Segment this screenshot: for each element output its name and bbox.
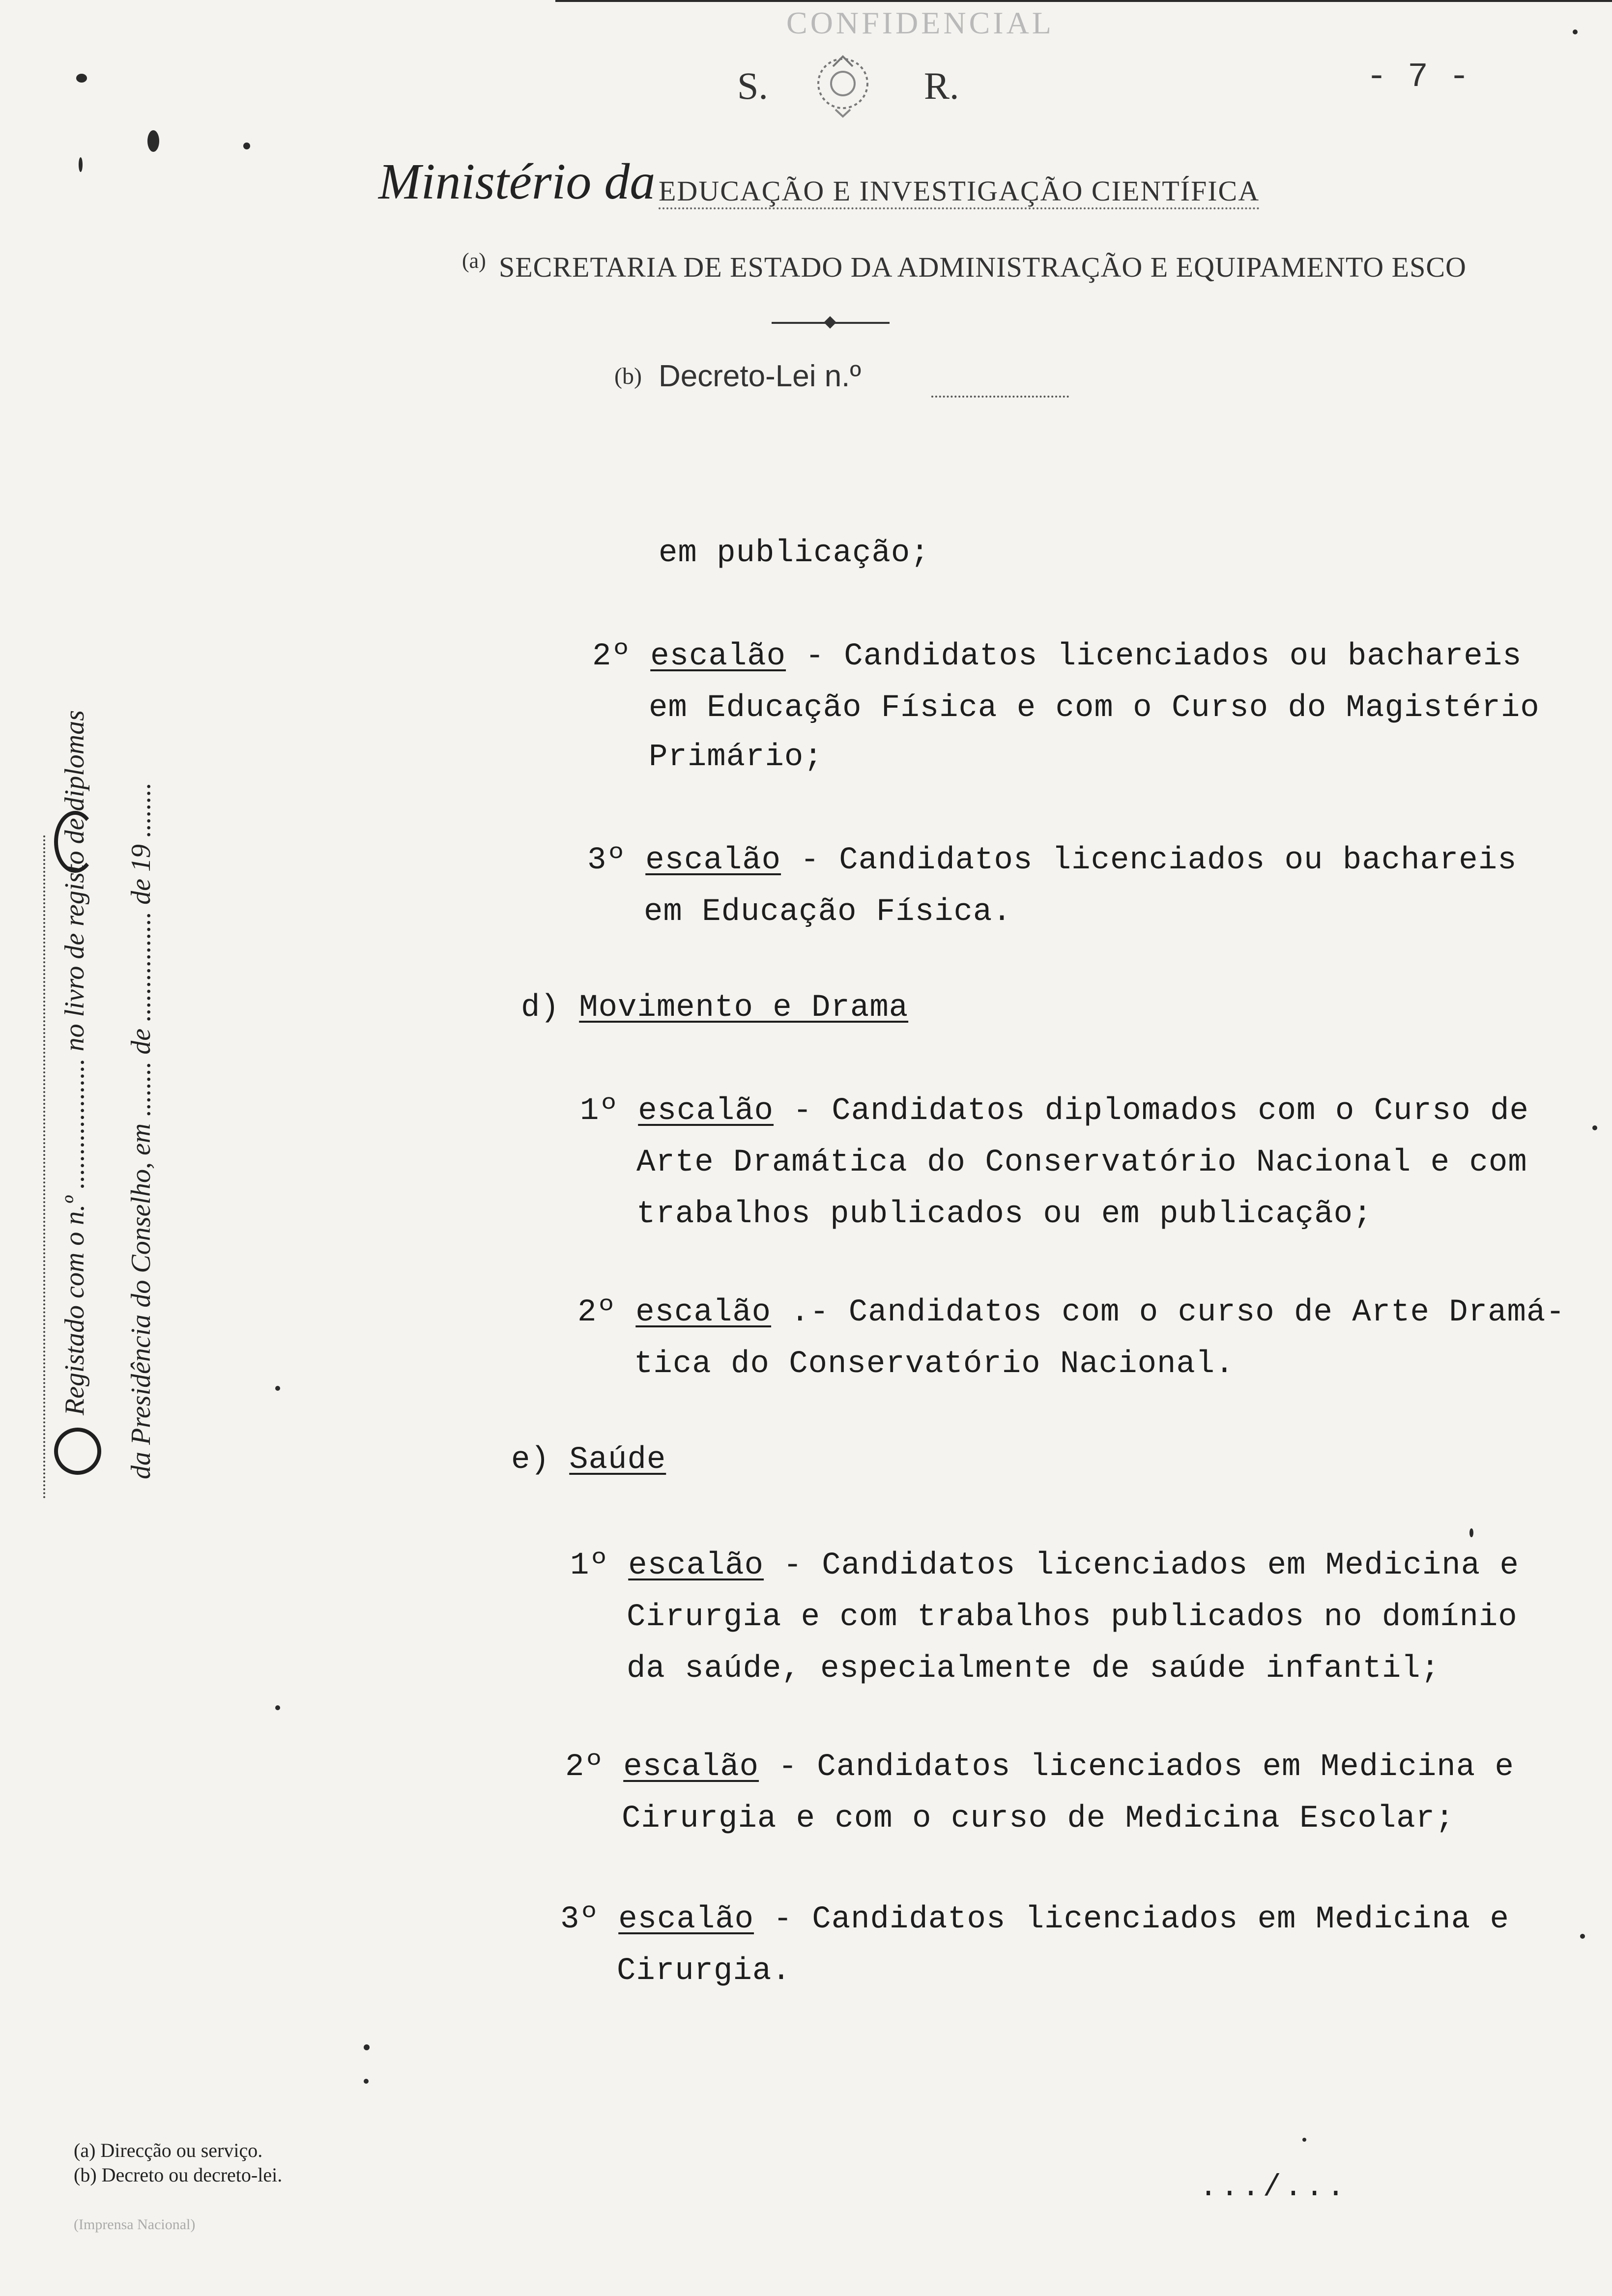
scan-speck: [275, 1386, 280, 1391]
paragraph-line: Primário;: [649, 740, 823, 775]
tier-label: escalão: [618, 1902, 754, 1937]
secretaria-title: SECRETARIA DE ESTADO DA ADMINISTRAÇÃO E EQUIPAMENTO ESCO: [499, 251, 1467, 283]
divider-ornament: [824, 316, 836, 328]
tier-text: - Candidatos diplomados com o Curso de: [774, 1093, 1529, 1129]
paragraph-line: tica do Conservatório Nacional.: [634, 1347, 1235, 1382]
page-number: - 7 -: [1366, 58, 1470, 97]
registration-stamp-line2: da Presidência do Conselho, em ........ de ................ de 19 ........: [126, 782, 156, 1479]
tier-number: 1º: [580, 1093, 619, 1129]
scan-speck: [147, 130, 159, 152]
tier-label: escalão: [623, 1750, 759, 1785]
r-letter: R.: [924, 64, 959, 107]
footnote-b: (b) Decreto ou decreto-lei.: [74, 2164, 283, 2186]
tier-label: escalão: [650, 639, 786, 674]
margin-rule: [43, 835, 45, 1499]
scan-speck: [1573, 29, 1578, 34]
paragraph-line: Cirurgia e com trabalhos publicados no domínio: [627, 1600, 1518, 1635]
section-label: e): [511, 1442, 550, 1478]
scan-speck: [364, 2044, 370, 2050]
scan-speck: [76, 74, 87, 83]
ministry-title: Ministério da: [378, 153, 656, 210]
registration-stamp-line1: Registado com o n.º ................... no livro de registo de diplomas: [59, 710, 90, 1415]
tier-label: escalão: [645, 843, 781, 878]
decreto-number-blank: [931, 396, 1069, 398]
paragraph-line: [592, 639, 1522, 674]
decreto-label: Decreto-Lei n.º: [659, 359, 862, 393]
tier-label: escalão: [638, 1093, 774, 1129]
paragraph-line: Arte Dramática do Conservatório Nacional e com: [636, 1145, 1527, 1180]
paragraph-line: em Educação Física e com o Curso do Magistério: [649, 690, 1540, 726]
tier-text: - Candidatos licenciados ou bachareis: [786, 639, 1522, 674]
paragraph-line: [560, 1902, 1509, 1937]
paragraph-line: da saúde, especialmente de saúde infantil;: [627, 1651, 1440, 1687]
tier-number: 1º: [570, 1548, 609, 1583]
tier-label: escalão: [628, 1548, 764, 1583]
coat-of-arms-icon: [806, 47, 880, 120]
paragraph-line: [577, 1295, 1565, 1330]
tier-text: .- Candidatos com o curso de Arte Dramá-: [771, 1295, 1565, 1330]
ministry-name: EDUCAÇÃO E INVESTIGAÇÃO CIENTÍFICA: [659, 174, 1260, 209]
section-label: d): [521, 990, 560, 1026]
tier-number: 3º: [587, 843, 626, 878]
tier-text: - Candidatos licenciados em Medicina e: [764, 1548, 1519, 1583]
scan-speck: [79, 157, 83, 172]
continuation-mark: .../...: [1199, 2170, 1348, 2205]
section-title: Saúde: [569, 1442, 666, 1478]
scan-speck: [275, 1705, 280, 1710]
footnote-a: (a) Direcção ou serviço.: [74, 2139, 263, 2161]
scan-speck: [1580, 1934, 1585, 1939]
paragraph-line: Cirurgia e com o curso de Medicina Escolar;: [622, 1801, 1455, 1837]
tier-text: - Candidatos licenciados em Medicina e: [754, 1902, 1509, 1937]
margin-punch-hole-icon: [54, 1428, 101, 1475]
margin-punch-hole-icon: [54, 811, 96, 873]
scan-speck: [1302, 2138, 1306, 2142]
top-rule: [555, 0, 1612, 2]
paragraph-line: [587, 843, 1517, 878]
tier-number: 2º: [577, 1295, 616, 1330]
scan-speck: [1469, 1528, 1473, 1537]
scan-speck: [364, 2079, 369, 2084]
confidential-stamp: CONFIDENCIAL: [786, 5, 1054, 40]
tier-number: 2º: [592, 639, 631, 674]
paragraph-line: Cirurgia.: [617, 1953, 791, 1989]
paragraph-line: [570, 1548, 1519, 1583]
printer-imprint: (Imprensa Nacional): [74, 2216, 196, 2233]
paragraph-line: em Educação Física.: [644, 894, 1012, 930]
s-letter: S.: [737, 64, 768, 107]
secretaria-mark: (a): [462, 249, 486, 273]
tier-label: escalão: [635, 1295, 772, 1330]
tier-number: 3º: [560, 1902, 599, 1937]
paragraph-line: trabalhos publicados ou em publicação;: [636, 1197, 1373, 1232]
tier-text: - Candidatos licenciados ou bachareis: [781, 843, 1517, 878]
section-title: Movimento e Drama: [579, 990, 909, 1026]
paragraph-line: [580, 1093, 1529, 1129]
continued-line: em publicação;: [659, 536, 930, 571]
paragraph-line: [565, 1750, 1514, 1785]
scan-speck: [1592, 1125, 1597, 1130]
section-heading: [521, 990, 908, 1026]
section-heading: [511, 1442, 666, 1478]
tier-number: 2º: [565, 1750, 604, 1785]
tier-text: - Candidatos licenciados em Medicina e: [759, 1750, 1514, 1785]
decreto-mark: (b): [614, 363, 642, 389]
scan-speck: [243, 143, 250, 149]
